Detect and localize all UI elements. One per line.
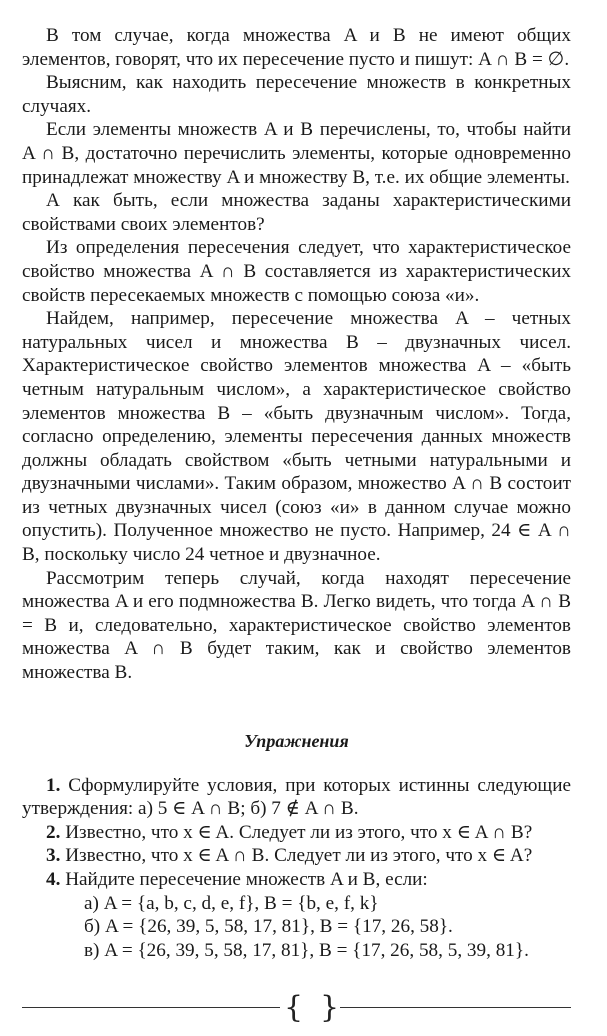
exercise-text: Известно, что x ∈ A. Следует ли из этого, что x ∈ A ∩ B? [60,821,533,843]
footer-rule-left [22,1007,280,1008]
paragraph: Из определения пересечения следует, что характеристическое свойство множества A ∩ B составляется из характеристических свойств пересекаемых множеств с помощью союза «и». [22,237,571,306]
footer-brace-left: { [284,990,304,1025]
exercise-item [22,774,571,821]
footer-rule-right [340,1007,571,1008]
exercise-subitem: б) A = {26, 39, 5, 58, 17, 81}, B = {17, 26, 58}. [84,916,453,938]
exercise-subitem: в) A = {26, 39, 5, 58, 17, 81}, B = {17, 26, 58, 5, 39, 81}. [84,939,529,961]
exercise-text: Найдите пересечение множеств A и B, если: [60,869,428,890]
exercise-subitem: а) A = {a, b, c, d, e, f}, B = {b, e, f, k} [84,892,379,914]
exercise-number: 3. [46,845,61,867]
paragraph: Выясним, как находить пересечение множеств в конкретных случаях. [22,72,571,117]
paragraph: А как быть, если множества заданы характеристическими свойствами своих элементов? [22,190,571,235]
page-footer [22,988,571,1036]
exercise-list [22,774,571,963]
section-title: Упражнения [244,730,349,751]
exercise-item [22,821,571,845]
paragraph: В том случае, когда множества A и B не имеют общих элементов, говорят, что их пересечение пусто и пишут: A ∩ B = ∅. [22,25,571,70]
exercise-text: Известно, что x ∈ A ∩ B. Следует ли из этого, что x ∈ A? [60,845,533,867]
footer-brace-right: } [320,990,340,1025]
body-text [22,24,571,685]
paragraph: Если элементы множеств A и B перечислены, то, чтобы найти A ∩ B, достаточно перечислить элементы, которые одновременно принадлежат множеству A и множеству B, т.е. их общие элементы. [22,119,571,188]
paragraph: Найдем, например, пересечение множества A – четных натуральных чисел и множества B – двузначных чисел. Характеристическое свойство элементов множества A – «быть четным натуральным числом», а характеристическое свойство элементов множества B – «быть двузначным числом». Тогда, согласно определению, элементы пересечения данных множеств должны обладать свойством «быть четными натуральными и двузначными числами». Таким образом, множество A ∩ B состоит из четных двузначных чисел (союз «и» в данном случае можно опустить). Полученное множество не пусто. Например, 24 ∈ A ∩ B, поскольку число 24 четное и двузначное. [22,308,571,566]
exercise-text: Сформулируйте условия, при которых истинны следующие утверждения: а) 5 ∈ A ∩ B; б) 7 ∉ A ∩ B. [22,774,571,820]
exercise-item [22,844,571,868]
paragraph: Рассмотрим теперь случай, когда находят пересечение множества A и его подмножества B. Легко видеть, что тогда A ∩ B = B и, следовательно, характеристическое свойство элементов множества A ∩ B будет таким, как и свойство элементов множества B. [22,567,571,684]
exercise-item [22,868,571,892]
exercise-number: 4. [46,869,61,890]
exercise-number: 2. [46,821,61,843]
exercise-number: 1. [46,774,61,796]
